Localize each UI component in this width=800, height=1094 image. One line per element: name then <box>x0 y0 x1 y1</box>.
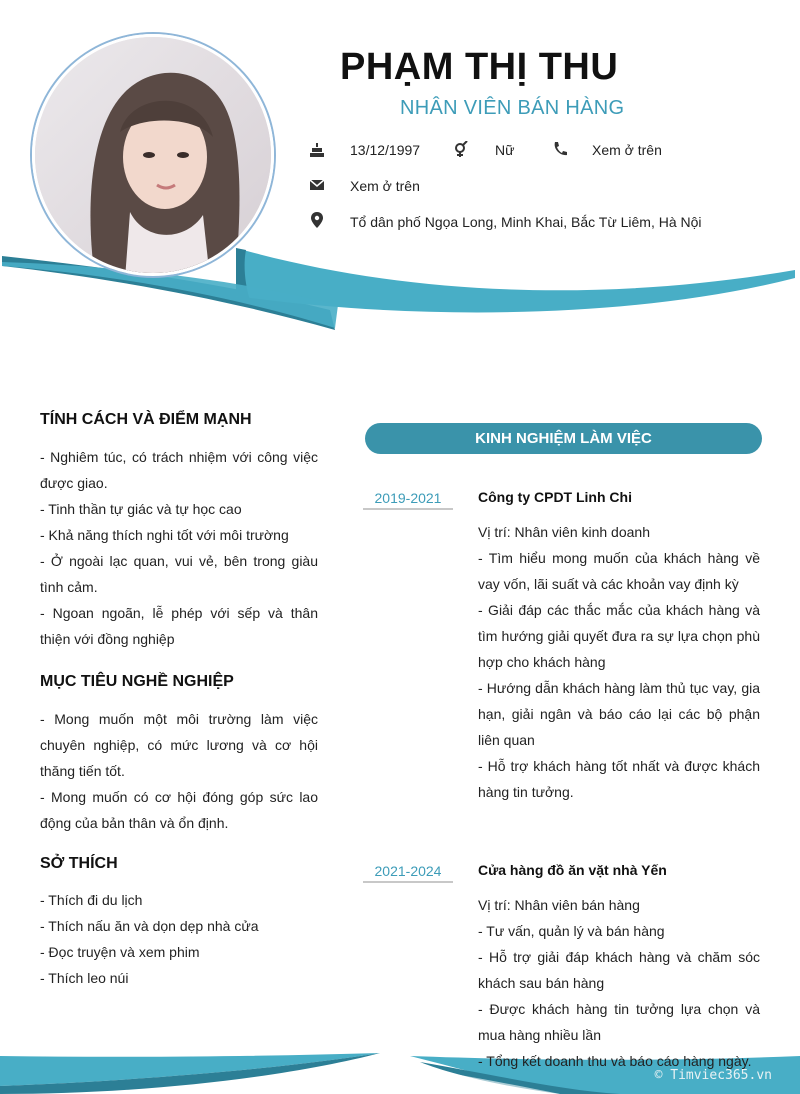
company-name: Công ty CPDT Linh Chi <box>478 489 632 505</box>
list-item: - Mong muốn một môi trường làm việc chuyên nghiệp, có mức lương và cơ hội thăng tiến tốt. <box>40 711 318 779</box>
list-item: - Ở ngoài lạc quan, vui vẻ, bên trong giàu tình cảm. <box>40 553 318 595</box>
list-item: - Hỗ trợ khách hàng tốt nhất và được khách hàng tin tưởng. <box>478 758 760 800</box>
list-item: - Thích đi du lịch <box>40 892 143 908</box>
list-item: - Giải đáp các thắc mắc của khách hàng và tìm hướng giải quyết đưa ra sự lựa chọn phù hợp cho khách hàng <box>478 602 760 670</box>
strengths-list <box>40 444 318 652</box>
cake-icon <box>309 142 325 158</box>
job-description <box>478 892 760 1074</box>
gender-value: Nữ <box>495 142 515 158</box>
job-description <box>478 519 760 805</box>
list-item: - Nghiêm túc, có trách nhiệm với công việc được giao. <box>40 449 318 491</box>
list-item: - Khả năng thích nghi tốt với môi trường <box>40 527 289 543</box>
candidate-name: PHẠM THỊ THU <box>340 46 619 88</box>
birthday-value: 13/12/1997 <box>350 142 421 158</box>
list-item: - Hướng dẫn khách hàng làm thủ tục vay, gia hạn, giải ngân và báo cáo lại các bộ phận liên quan <box>478 680 760 748</box>
list-item: - Hỗ trợ giải đáp khách hàng và chăm sóc khách sau bán hàng <box>478 949 760 991</box>
job-period: 2019-2021 <box>363 490 453 510</box>
email-icon <box>309 177 325 193</box>
list-item: - Tìm hiểu mong muốn của khách hàng về vay vốn, lãi suất và các khoản vay định kỳ <box>478 550 760 592</box>
list-item: - Tổng kết doanh thu và báo cáo hàng ngày. <box>478 1053 752 1069</box>
watermark-credit: © Timviec365.vn <box>654 1068 772 1083</box>
list-item: - Thích leo núi <box>40 970 129 986</box>
hobbies-title: SỞ THÍCH <box>40 855 118 872</box>
list-item: - Được khách hàng tin tưởng lựa chọn và mua hàng nhiều lần <box>478 1001 760 1043</box>
goals-list <box>40 706 318 836</box>
job-period: 2021-2024 <box>363 863 453 883</box>
company-name: Cửa hàng đồ ăn vặt nhà Yến <box>478 862 667 878</box>
experience-header: KINH NGHIỆM LÀM VIỆC <box>365 423 762 454</box>
list-item: - Ngoan ngoãn, lễ phép với sếp và thân thiện với đồng nghiệp <box>40 605 318 647</box>
list-item: - Thích nấu ăn và dọn dẹp nhà cửa <box>40 918 259 934</box>
strengths-title: TÍNH CÁCH VÀ ĐIỂM MẠNH <box>40 411 252 428</box>
list-item: - Mong muốn có cơ hội đóng góp sức lao động của bản thân và ổn định. <box>40 789 318 831</box>
job-title: NHÂN VIÊN BÁN HÀNG <box>400 97 625 119</box>
location-icon <box>309 212 325 228</box>
list-item: - Tư vấn, quản lý và bán hàng <box>478 923 665 939</box>
list-item: - Đọc truyện và xem phim <box>40 944 200 960</box>
list-item: Vị trí: Nhân viên kinh doanh <box>478 524 650 540</box>
gender-icon <box>453 141 469 157</box>
hobbies-list <box>40 887 318 991</box>
email-value: Xem ở trên <box>350 178 420 194</box>
list-item: Vị trí: Nhân viên bán hàng <box>478 897 640 913</box>
phone-icon <box>552 141 568 157</box>
address-value: Tổ dân phố Ngọa Long, Minh Khai, Bắc Từ Liêm, Hà Nội <box>350 214 702 230</box>
avatar <box>32 34 274 276</box>
list-item: - Tinh thần tự giác và tự học cao <box>40 501 242 517</box>
phone-value: Xem ở trên <box>592 142 662 158</box>
goals-title: MỤC TIÊU NGHỀ NGHIỆP <box>40 673 234 690</box>
